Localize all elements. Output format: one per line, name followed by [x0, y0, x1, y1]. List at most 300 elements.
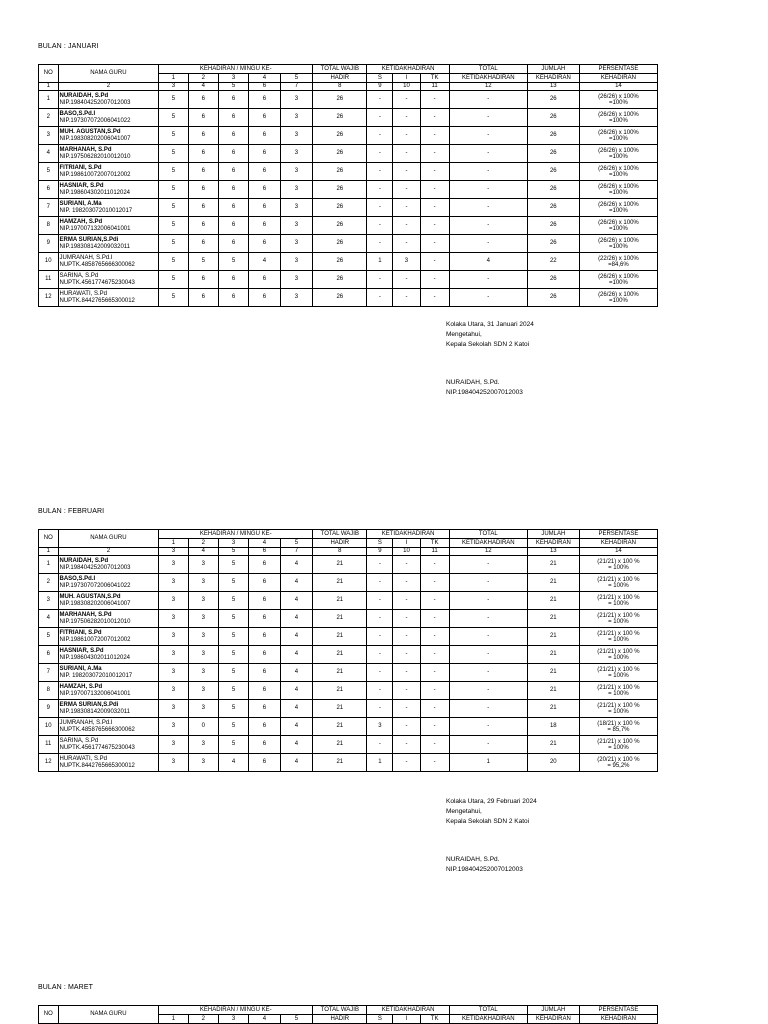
teacher-name: SARINA, S.Pd — [59, 272, 99, 279]
persentase-kehadiran — [579, 700, 657, 718]
teacher-nip: NIP.197007132006041001 — [59, 225, 131, 232]
row-no: 9 — [39, 235, 59, 253]
total-wajib-hadir: 26 — [313, 145, 367, 163]
row-no: 12 — [39, 754, 59, 772]
total-wajib-hadir: 26 — [313, 289, 367, 307]
header-absence-type: I — [393, 74, 420, 83]
absence-sick: - — [367, 592, 393, 610]
absence-sick: - — [367, 664, 393, 682]
persentase-formula: (21/21) x 100 % — [597, 612, 640, 619]
place-date: Kolaka Utara, 29 Februari 2024 — [446, 798, 537, 805]
week-attendance: 6 — [218, 127, 248, 145]
row-no: 6 — [39, 181, 59, 199]
header-total-ketidakhadiran-2: KETIDAKHADIRAN — [449, 74, 527, 83]
teacher-name: HURAWATI, S.Pd — [59, 290, 107, 297]
week-attendance: 3 — [188, 610, 218, 628]
absence-permit: - — [393, 127, 420, 145]
teacher-cell — [58, 592, 159, 610]
row-no: 8 — [39, 682, 59, 700]
week-attendance: 6 — [188, 181, 218, 199]
week-attendance: 0 — [188, 718, 218, 736]
persentase-kehadiran — [579, 736, 657, 754]
week-attendance: 3 — [159, 592, 188, 610]
header-persentase: PERSENTASE — [579, 1006, 657, 1015]
header-jumlah-2: KEHADIRAN — [527, 74, 579, 83]
week-attendance: 6 — [218, 145, 248, 163]
week-attendance: 6 — [249, 592, 280, 610]
row-no: 3 — [39, 592, 59, 610]
header-jumlah: JUMLAH — [527, 1006, 579, 1015]
week-attendance: 6 — [249, 271, 280, 289]
total-ketidakhadiran: - — [449, 592, 527, 610]
week-attendance: 5 — [159, 91, 188, 109]
jumlah-kehadiran: 26 — [527, 217, 579, 235]
attendance-table — [38, 529, 658, 772]
teacher-cell — [58, 556, 159, 574]
persentase-kehadiran — [579, 664, 657, 682]
persentase-kehadiran — [579, 289, 657, 307]
total-wajib-hadir: 21 — [313, 700, 367, 718]
row-no: 6 — [39, 646, 59, 664]
row-no: 9 — [39, 700, 59, 718]
absence-unexcused: - — [420, 109, 449, 127]
week-attendance: 3 — [280, 91, 313, 109]
table-row — [39, 628, 658, 646]
total-ketidakhadiran: - — [449, 235, 527, 253]
absence-unexcused: - — [420, 253, 449, 271]
week-attendance: 5 — [218, 574, 248, 592]
persentase-kehadiran — [579, 217, 657, 235]
row-no: 1 — [39, 556, 59, 574]
teacher-cell — [58, 628, 159, 646]
persentase-kehadiran — [579, 145, 657, 163]
absence-permit: - — [393, 91, 420, 109]
week-attendance: 6 — [249, 610, 280, 628]
week-attendance: 6 — [218, 289, 248, 307]
week-attendance: 3 — [280, 235, 313, 253]
total-ketidakhadiran: - — [449, 181, 527, 199]
week-attendance: 5 — [218, 718, 248, 736]
week-attendance: 5 — [218, 664, 248, 682]
jumlah-kehadiran: 26 — [527, 91, 579, 109]
teacher-name: MARHANAH, S.Pd — [59, 611, 112, 618]
table-row — [39, 289, 658, 307]
persentase-formula: (18/21) x 100 % — [597, 720, 640, 727]
teacher-nip: NIP.198308142009032011 — [59, 243, 131, 250]
week-attendance: 3 — [188, 646, 218, 664]
week-attendance: 6 — [249, 145, 280, 163]
persentase-result: = 100% — [608, 582, 629, 589]
week-attendance: 5 — [159, 289, 188, 307]
week-attendance: 6 — [218, 91, 248, 109]
persentase-kehadiran — [579, 718, 657, 736]
week-attendance: 3 — [280, 109, 313, 127]
persentase-result: = 100% — [608, 672, 629, 679]
row-no: 5 — [39, 628, 59, 646]
header-kehadiran: KEHADIRAN / MINGU KE- — [159, 1006, 313, 1015]
column-number: 7 — [280, 83, 313, 91]
total-wajib-hadir: 26 — [313, 271, 367, 289]
persentase-result: = 100% — [608, 564, 629, 571]
absence-unexcused: - — [420, 181, 449, 199]
table-row — [39, 754, 658, 772]
persentase-result: =100% — [608, 207, 628, 214]
column-number: 14 — [579, 548, 657, 556]
teacher-name: FITRIANI, S.Pd — [59, 164, 102, 171]
total-ketidakhadiran: - — [449, 127, 527, 145]
total-ketidakhadiran: - — [449, 574, 527, 592]
absence-sick: - — [367, 109, 393, 127]
absence-sick: - — [367, 217, 393, 235]
absence-permit: - — [393, 718, 420, 736]
absence-sick: - — [367, 700, 393, 718]
persentase-formula: (26/26) x 100% — [598, 237, 639, 244]
teacher-nip: NIP.198404252007012003 — [59, 564, 131, 571]
persentase-formula: (26/26) x 100% — [598, 147, 639, 154]
persentase-kehadiran — [579, 646, 657, 664]
absence-unexcused: - — [420, 574, 449, 592]
column-number-row — [39, 548, 658, 556]
header-absence-type: I — [393, 539, 420, 548]
row-no: 12 — [39, 289, 59, 307]
week-attendance: 4 — [218, 754, 248, 772]
table-row — [39, 181, 658, 199]
jumlah-kehadiran: 21 — [527, 574, 579, 592]
teacher-nip: NIP.197506282010012010 — [59, 618, 131, 625]
week-attendance: 5 — [188, 253, 218, 271]
persentase-result: = 100% — [608, 690, 629, 697]
absence-sick: - — [367, 181, 393, 199]
persentase-result: =100% — [608, 153, 628, 160]
column-number: 6 — [249, 83, 280, 91]
header-week: 2 — [188, 539, 218, 548]
teacher-name: SURIANI, A.Ma — [59, 665, 102, 672]
total-wajib-hadir: 26 — [313, 235, 367, 253]
table-row — [39, 109, 658, 127]
week-attendance: 3 — [159, 754, 188, 772]
absence-sick: - — [367, 610, 393, 628]
teacher-name: MUH. AGUSTAN,S.Pd — [59, 128, 121, 135]
teacher-name: ERMA SURIAN,S.Pdi — [59, 701, 119, 708]
header-week: 5 — [280, 74, 313, 83]
jumlah-kehadiran: 26 — [527, 163, 579, 181]
header-nama-guru: NAMA GURU — [58, 1006, 159, 1024]
total-ketidakhadiran: - — [449, 109, 527, 127]
row-no: 11 — [39, 736, 59, 754]
persentase-result: = 100% — [608, 618, 629, 625]
week-attendance: 6 — [249, 664, 280, 682]
week-attendance: 6 — [218, 181, 248, 199]
table-row — [39, 610, 658, 628]
header-kehadiran: KEHADIRAN / MINGU KE- — [159, 65, 313, 74]
header-ketidakhadiran: KETIDAKHADIRAN — [367, 530, 449, 539]
teacher-nip: NIP. 198203072010012017 — [59, 207, 133, 214]
absence-sick: - — [367, 163, 393, 181]
jumlah-kehadiran: 26 — [527, 145, 579, 163]
persentase-formula: (21/21) x 100 % — [597, 738, 640, 745]
signer-role: Kepala Sekolah SDN 2 Katoi — [446, 341, 530, 348]
total-wajib-hadir: 21 — [313, 718, 367, 736]
column-number: 5 — [218, 548, 248, 556]
persentase-kehadiran — [579, 610, 657, 628]
teacher-cell — [58, 289, 159, 307]
absence-unexcused: - — [420, 235, 449, 253]
week-attendance: 3 — [188, 574, 218, 592]
header-persentase-2: KEHADIRAN — [579, 539, 657, 548]
week-attendance: 3 — [159, 700, 188, 718]
total-ketidakhadiran: - — [449, 700, 527, 718]
absence-sick: - — [367, 91, 393, 109]
persentase-result: = 100% — [608, 600, 629, 607]
persentase-result: = 95,2% — [607, 762, 630, 769]
week-attendance: 4 — [280, 610, 313, 628]
header-nama-guru: NAMA GURU — [58, 65, 159, 83]
teacher-name: MARHANAH, S.Pd — [59, 146, 112, 153]
week-attendance: 6 — [249, 109, 280, 127]
jumlah-kehadiran: 26 — [527, 271, 579, 289]
column-number: 2 — [58, 548, 159, 556]
persentase-kehadiran — [579, 682, 657, 700]
teacher-cell — [58, 610, 159, 628]
week-attendance: 5 — [218, 682, 248, 700]
teacher-cell — [58, 127, 159, 145]
total-ketidakhadiran: - — [449, 664, 527, 682]
persentase-formula: (22/26) x 100% — [598, 255, 639, 262]
table-row — [39, 127, 658, 145]
teacher-name: SARINA, S.Pd — [59, 737, 99, 744]
persentase-result: = 85,7% — [607, 726, 630, 733]
persentase-kehadiran — [579, 127, 657, 145]
absence-permit: - — [393, 109, 420, 127]
week-attendance: 6 — [218, 109, 248, 127]
teacher-nip: NIP.197307072006041022 — [59, 582, 131, 589]
total-wajib-hadir: 21 — [313, 628, 367, 646]
week-attendance: 6 — [249, 574, 280, 592]
absence-unexcused: - — [420, 736, 449, 754]
header-total-wajib-2: HADIR — [313, 539, 367, 548]
week-attendance: 5 — [159, 235, 188, 253]
week-attendance: 4 — [280, 628, 313, 646]
column-number: 11 — [420, 548, 449, 556]
jumlah-kehadiran: 21 — [527, 664, 579, 682]
column-number: 10 — [393, 83, 420, 91]
absence-permit: - — [393, 181, 420, 199]
week-attendance: 6 — [188, 235, 218, 253]
absence-unexcused: - — [420, 646, 449, 664]
row-no: 11 — [39, 271, 59, 289]
absence-unexcused: - — [420, 718, 449, 736]
absence-unexcused: - — [420, 628, 449, 646]
total-wajib-hadir: 26 — [313, 127, 367, 145]
jumlah-kehadiran: 21 — [527, 556, 579, 574]
absence-unexcused: - — [420, 592, 449, 610]
column-number: 13 — [527, 548, 579, 556]
table-row — [39, 271, 658, 289]
week-attendance: 6 — [188, 127, 218, 145]
total-ketidakhadiran: - — [449, 610, 527, 628]
teacher-nip: NIP.198610072007012002 — [59, 171, 131, 178]
header-total-ketidakhadiran-2: KETIDAKHADIRAN — [449, 539, 527, 548]
absence-sick: - — [367, 271, 393, 289]
persentase-formula: (21/21) x 100 % — [597, 594, 640, 601]
signature-block — [446, 797, 537, 875]
week-attendance: 3 — [159, 610, 188, 628]
persentase-result: = 100% — [608, 708, 629, 715]
header-absence-type: TK — [420, 539, 449, 548]
week-attendance: 4 — [280, 664, 313, 682]
week-attendance: 6 — [188, 271, 218, 289]
absence-permit: - — [393, 628, 420, 646]
column-number-row — [39, 83, 658, 91]
column-number: 2 — [58, 83, 159, 91]
absence-unexcused: - — [420, 556, 449, 574]
total-ketidakhadiran: - — [449, 289, 527, 307]
column-number: 11 — [420, 83, 449, 91]
persentase-result: =100% — [608, 171, 628, 178]
absence-sick: - — [367, 289, 393, 307]
persentase-kehadiran — [579, 235, 657, 253]
persentase-formula: (21/21) x 100 % — [597, 684, 640, 691]
teacher-name: BASO,S.Pd.I — [59, 110, 96, 117]
total-wajib-hadir: 21 — [313, 664, 367, 682]
teacher-name: JUMRANAH, S.Pd.I — [59, 719, 113, 726]
absence-permit: - — [393, 289, 420, 307]
week-attendance: 3 — [280, 181, 313, 199]
jumlah-kehadiran: 26 — [527, 109, 579, 127]
teacher-nip: NUPTK.4858765666300062 — [59, 261, 135, 268]
absence-permit: - — [393, 592, 420, 610]
teacher-name: MUH. AGUSTAN,S.Pd — [59, 593, 121, 600]
week-attendance: 5 — [218, 700, 248, 718]
persentase-result: = 100% — [608, 636, 629, 643]
week-attendance: 3 — [188, 736, 218, 754]
persentase-kehadiran — [579, 181, 657, 199]
header-jumlah-2: KEHADIRAN — [527, 1015, 579, 1024]
table-row — [39, 163, 658, 181]
column-number: 12 — [449, 83, 527, 91]
teacher-cell — [58, 574, 159, 592]
week-attendance: 3 — [159, 664, 188, 682]
table-row — [39, 235, 658, 253]
attendance-table — [38, 1005, 658, 1024]
row-no: 10 — [39, 253, 59, 271]
row-no: 8 — [39, 217, 59, 235]
total-ketidakhadiran: 4 — [449, 253, 527, 271]
week-attendance: 3 — [159, 682, 188, 700]
total-ketidakhadiran: - — [449, 736, 527, 754]
row-no: 3 — [39, 127, 59, 145]
week-attendance: 6 — [249, 718, 280, 736]
jumlah-kehadiran: 20 — [527, 754, 579, 772]
persentase-result: =100% — [608, 99, 628, 106]
week-attendance: 3 — [159, 574, 188, 592]
week-attendance: 6 — [188, 289, 218, 307]
teacher-cell — [58, 109, 159, 127]
absence-unexcused: - — [420, 199, 449, 217]
header-week: 1 — [159, 1015, 188, 1024]
table-row — [39, 91, 658, 109]
teacher-name: NURAIDAH, S.Pd — [59, 92, 109, 99]
week-attendance: 5 — [159, 217, 188, 235]
header-no: NO — [39, 1006, 59, 1024]
column-number: 12 — [449, 548, 527, 556]
header-persentase: PERSENTASE — [579, 65, 657, 74]
absence-permit: - — [393, 271, 420, 289]
column-number: 1 — [39, 83, 59, 91]
teacher-cell — [58, 181, 159, 199]
table-row — [39, 664, 658, 682]
month-label: BULAN : JANUARI — [38, 43, 99, 50]
persentase-kehadiran — [579, 592, 657, 610]
week-attendance: 6 — [249, 199, 280, 217]
row-no: 10 — [39, 718, 59, 736]
signature-space — [446, 350, 534, 378]
absence-unexcused: - — [420, 754, 449, 772]
total-wajib-hadir: 21 — [313, 646, 367, 664]
total-wajib-hadir: 26 — [313, 163, 367, 181]
teacher-cell — [58, 217, 159, 235]
teacher-cell — [58, 736, 159, 754]
header-week: 2 — [188, 74, 218, 83]
teacher-cell — [58, 754, 159, 772]
total-ketidakhadiran: - — [449, 163, 527, 181]
teacher-name: JUMRANAH, S.Pd.I — [59, 254, 113, 261]
table-row — [39, 718, 658, 736]
column-number: 4 — [188, 83, 218, 91]
absence-unexcused: - — [420, 289, 449, 307]
week-attendance: 3 — [159, 736, 188, 754]
absence-permit: - — [393, 610, 420, 628]
persentase-formula: (21/21) x 100 % — [597, 702, 640, 709]
total-wajib-hadir: 21 — [313, 592, 367, 610]
absence-unexcused: - — [420, 163, 449, 181]
teacher-name: ERMA SURIAN,S.Pdi — [59, 236, 119, 243]
total-wajib-hadir: 21 — [313, 610, 367, 628]
header-persentase-2: KEHADIRAN — [579, 74, 657, 83]
signature-space — [446, 827, 537, 855]
persentase-result: =100% — [608, 117, 628, 124]
column-number: 8 — [313, 548, 367, 556]
header-total-wajib-2: HADIR — [313, 74, 367, 83]
teacher-nip: NIP.198604302011012024 — [59, 654, 131, 661]
jumlah-kehadiran: 21 — [527, 736, 579, 754]
table-row — [39, 217, 658, 235]
teacher-cell — [58, 718, 159, 736]
absence-unexcused: - — [420, 700, 449, 718]
week-attendance: 6 — [249, 754, 280, 772]
header-ketidakhadiran: KETIDAKHADIRAN — [367, 65, 449, 74]
header-week: 3 — [218, 539, 248, 548]
signature-block — [446, 320, 534, 398]
month-label: BULAN : MARET — [38, 984, 93, 991]
week-attendance: 6 — [249, 628, 280, 646]
teacher-cell — [58, 145, 159, 163]
absence-permit: - — [393, 574, 420, 592]
week-attendance: 6 — [249, 700, 280, 718]
persentase-formula: (26/26) x 100% — [598, 201, 639, 208]
jumlah-kehadiran: 26 — [527, 289, 579, 307]
jumlah-kehadiran: 21 — [527, 700, 579, 718]
header-kehadiran: KEHADIRAN / MINGU KE- — [159, 530, 313, 539]
absence-sick: - — [367, 682, 393, 700]
absence-permit: - — [393, 217, 420, 235]
week-attendance: 6 — [188, 217, 218, 235]
signer-name: NURAIDAH, S.Pd. — [446, 379, 500, 386]
week-attendance: 6 — [218, 235, 248, 253]
week-attendance: 6 — [188, 145, 218, 163]
persentase-formula: (26/26) x 100% — [598, 291, 639, 298]
teacher-nip: NUPTK.4858765666300062 — [59, 726, 135, 733]
